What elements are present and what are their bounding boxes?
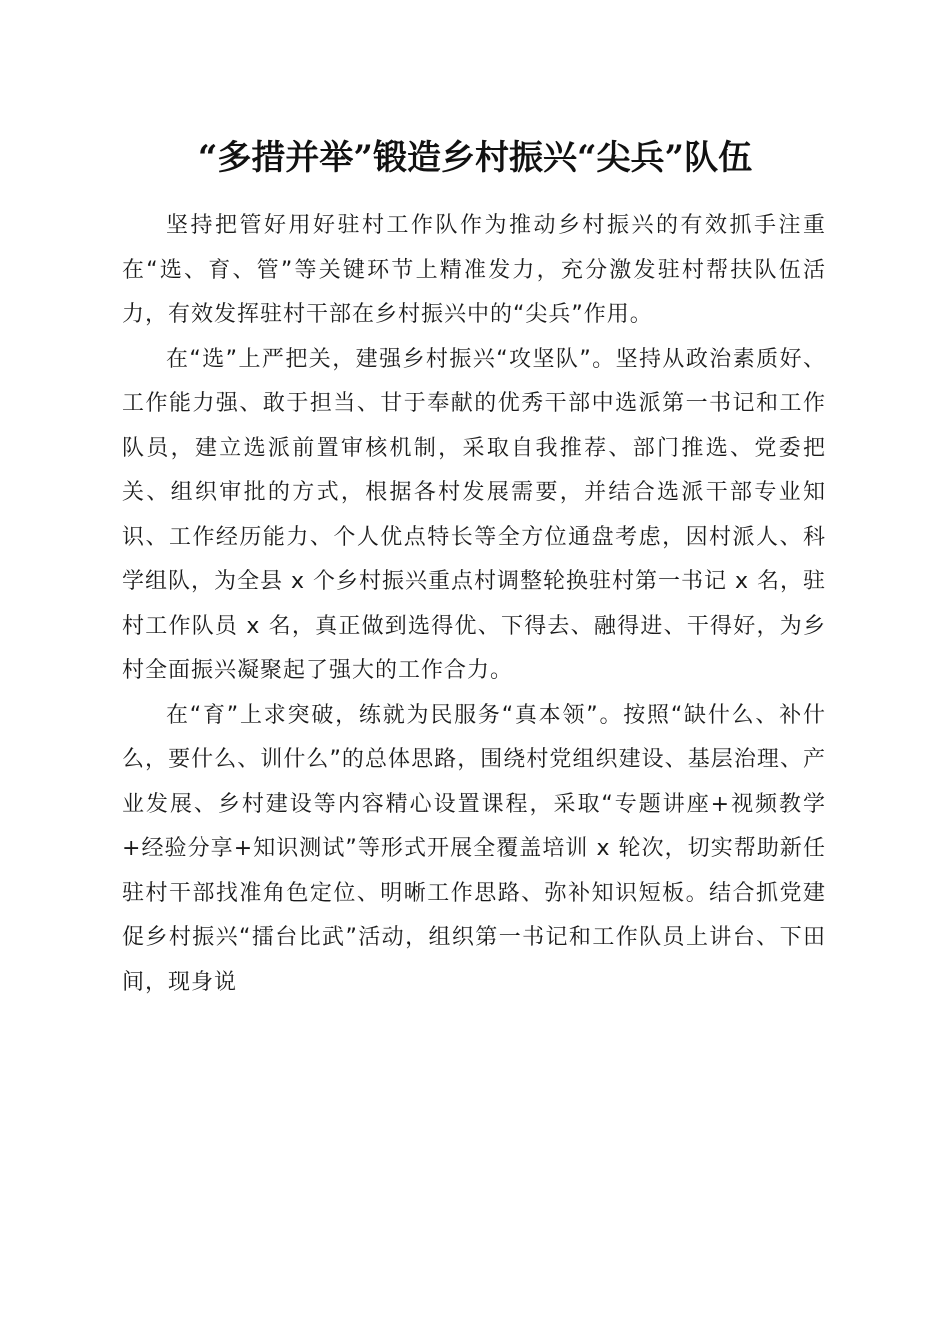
paragraph-training: 在“育”上求突破，练就为民服务“真本领”。按照“缺什么、补什么，要什么、训什么”的总体思路，围绕村党组织建设、基层治理、产业发展、乡村建设等内容精心设置课程，采取“专题讲座+视频教学+经验分享+知识测试”等形式开展全覆盖培训 x 轮次，切实帮助新任驻村干部找准角色定位、明晰工作思路、弥补知识短板。结合抓党建促乡村振兴“擂台比武”活动，组织第一书记和工作队员上讲台、下田间，现身说 (122, 702, 826, 995)
paragraph-intro: 坚持把管好用好驻村工作队作为推动乡村振兴的有效抓手注重在“选、育、管”等关键环节上精准发力，充分激发驻村帮扶队伍活力，有效发挥驻村干部在乡村振兴中的“尖兵”作用。 (122, 213, 826, 327)
paragraph-selection: 在“选”上严把关，建强乡村振兴“攻坚队”。坚持从政治素质好、工作能力强、敢于担当、甘于奉献的优秀干部中选派第一书记和工作队员，建立选派前置审核机制，采取自我推荐、部门推选、党委把关、组织审批的方式，根据各村发展需要，并结合选派干部专业知识、工作经历能力、个人优点特长等全方位通盘考虑，因村派人、科学组队，为全县 x 个乡村振兴重点村调整轮换驻村第一书记 x 名，驻村工作队员 x 名，真正做到选得优、下得去、融得进、干得好，为乡村全面振兴凝聚起了强大的工作合力。 (122, 346, 827, 683)
document-title: “多措并举”锻造乡村振兴“尖兵”队伍 (197, 138, 753, 178)
document-body (122, 204, 826, 1005)
